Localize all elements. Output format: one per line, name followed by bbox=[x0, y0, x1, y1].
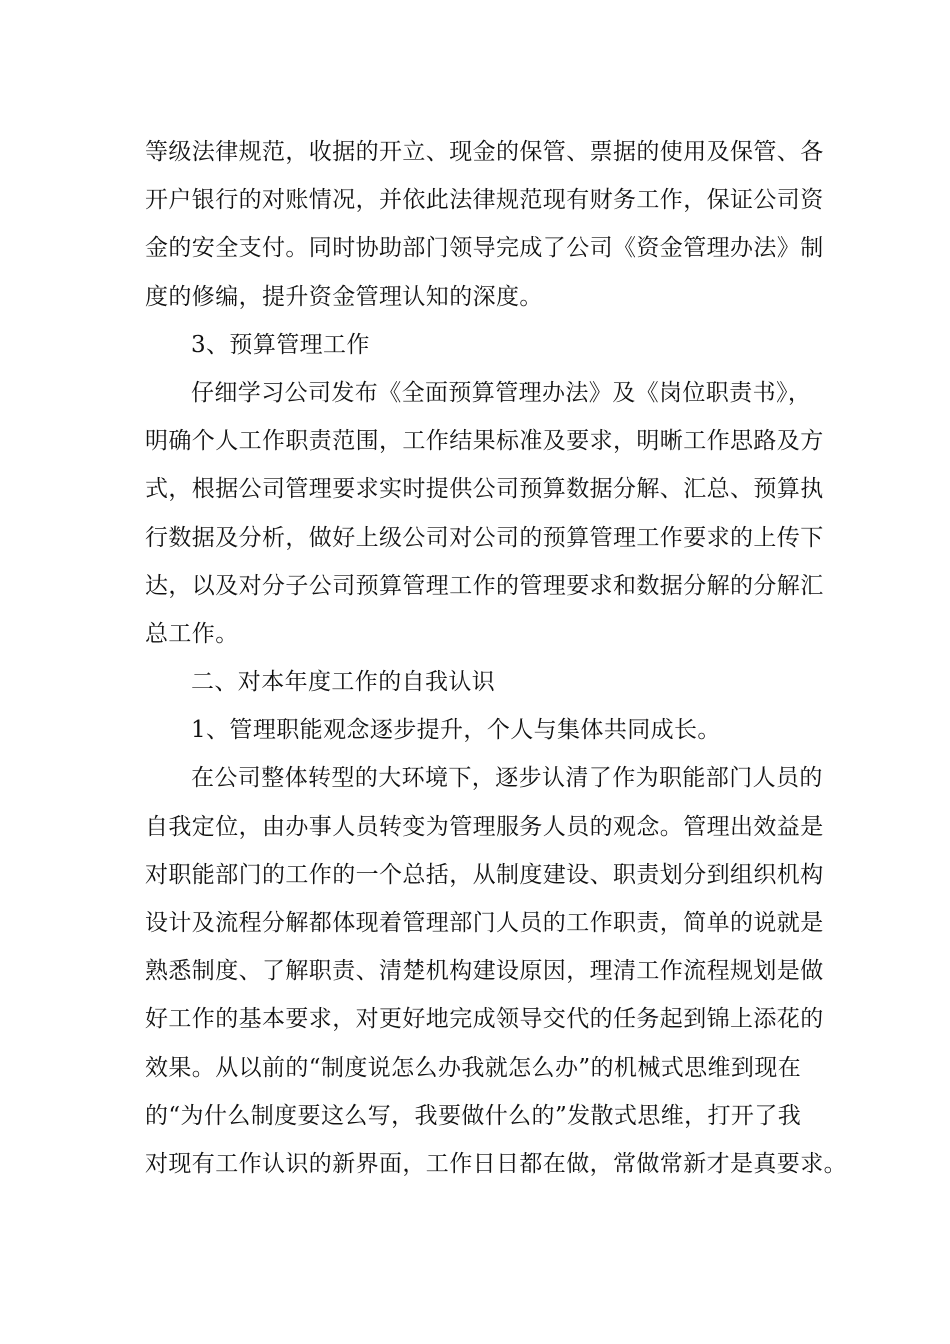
text-line: 度的修编，提升资金管理认知的深度。 bbox=[145, 283, 543, 310]
text-line: 熟悉制度、了解职责、清楚机构建设原因，理清工作流程规划是做 bbox=[145, 958, 824, 985]
text-line: 的“为什么制度要这么写，我要做什么的”发散式思维，打开了我 bbox=[145, 1102, 802, 1129]
paragraph-start: 在公司整体转型的大环境下，逐步认清了作为职能部门人员的 bbox=[191, 765, 823, 792]
text-line: 开户银行的对账情况，并依此法律规范现有财务工作，保证公司资 bbox=[145, 187, 824, 214]
text-line: 总工作。 bbox=[145, 620, 239, 647]
document-body bbox=[145, 128, 847, 1188]
text-line: 效果。从以前的“制度说怎么办我就怎么办”的机械式思维到现在 bbox=[145, 1054, 802, 1081]
paragraph-start: 仔细学习公司发布《全面预算管理办法》及《岗位职责书》， bbox=[191, 379, 812, 406]
text-line: 行数据及分析，做好上级公司对公司的预算管理工作要求的上传下 bbox=[145, 524, 824, 551]
text-line: 金的安全支付。同时协助部门领导完成了公司《资金管理办法》制 bbox=[145, 235, 824, 262]
text-line: 自我定位，由办事人员转变为管理服务人员的观念。管理出效益是 bbox=[145, 813, 824, 840]
text-line: 对职能部门的工作的一个总括，从制度建设、职责划分到组织机构 bbox=[145, 861, 824, 888]
subsection-heading: 1、管理职能观念逐步提升，个人与集体共同成长。 bbox=[191, 717, 721, 744]
text-line: 等级法律规范，收据的开立、现金的保管、票据的使用及保管、各 bbox=[145, 139, 824, 165]
text-line: 式，根据公司管理要求实时提供公司预算数据分解、汇总、预算执 bbox=[145, 476, 824, 503]
text-line: 达，以及对分子公司预算管理工作的管理要求和数据分解的分解汇 bbox=[145, 572, 824, 599]
text-line: 好工作的基本要求，对更好地完成领导交代的任务起到锦上添花的 bbox=[145, 1006, 824, 1033]
section-heading: 二、对本年度工作的自我认识 bbox=[191, 669, 496, 696]
text-line: 对现有工作认识的新界面，工作日日都在做，常做常新才是真要求。 bbox=[145, 1150, 847, 1177]
text-line: 设计及流程分解都体现着管理部门人员的工作职责，简单的说就是 bbox=[145, 910, 824, 936]
section-heading: 3、预算管理工作 bbox=[191, 331, 370, 358]
text-line: 明确个人工作职责范围，工作结果标准及要求，明晰工作思路及方 bbox=[145, 428, 824, 455]
